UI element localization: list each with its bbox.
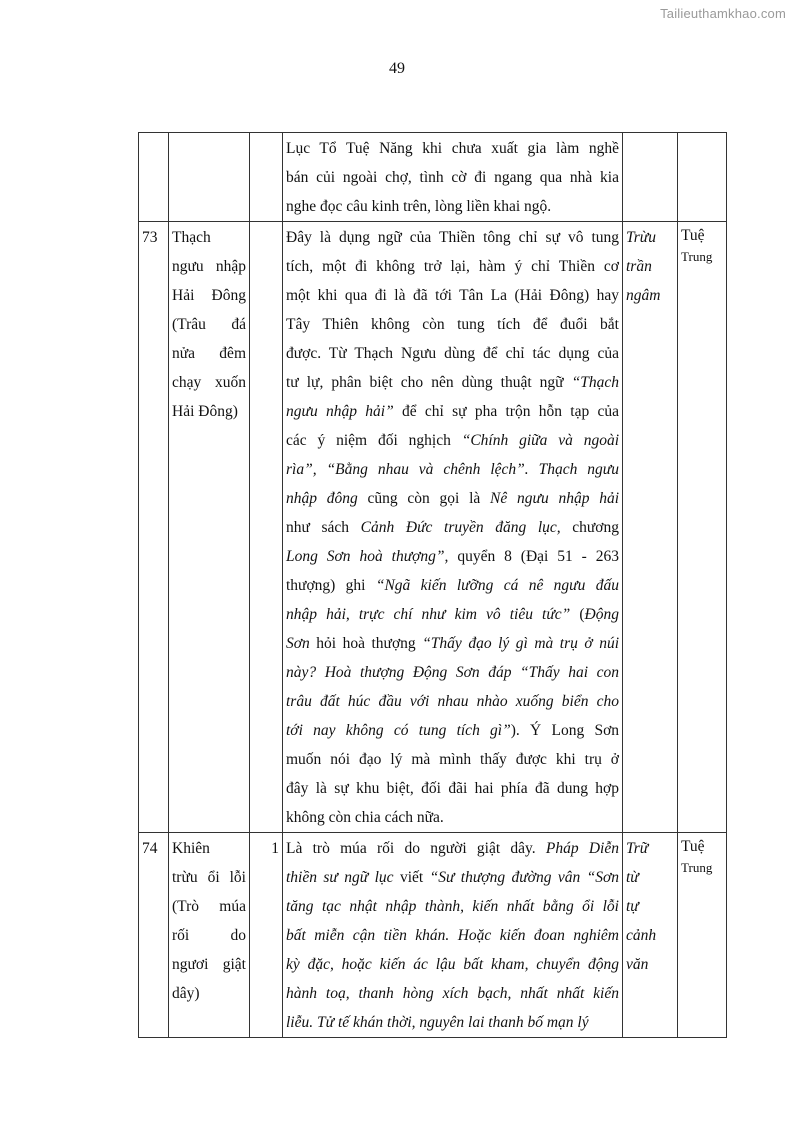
watermark: Tailieuthamkhao.com xyxy=(660,6,786,21)
italic-text: trâu đất húc đầu với nhau nhào xuống biển cho xyxy=(286,693,619,710)
plain-text: muốn nói đạo lý mà mình thấy được khi trụ ở xyxy=(286,751,619,768)
plain-text: được. Từ Thạch Ngưu dùng để chỉ tác dụng của xyxy=(286,345,619,362)
term-line: (Trò múa xyxy=(172,898,246,915)
source-line: tự xyxy=(626,898,639,915)
explanation-line xyxy=(286,774,619,803)
term-line: Hải Đông) xyxy=(172,403,238,420)
term-line: Hải Đông xyxy=(172,287,246,304)
entry-term xyxy=(169,133,250,222)
explanation-line xyxy=(286,600,619,629)
entry-source xyxy=(623,833,678,1038)
entry-number: 73 xyxy=(139,222,169,833)
explanation-line xyxy=(286,1008,619,1037)
plain-text: ). Ý Long Sơn xyxy=(510,722,620,739)
italic-text: Pháp Diễn xyxy=(545,840,619,857)
explanation-line xyxy=(286,863,619,892)
explanation-line xyxy=(286,716,619,745)
italic-text: thiền sư ngữ lục xyxy=(286,869,394,886)
explanation-line xyxy=(286,892,619,921)
entry-term xyxy=(169,833,250,1038)
explanation-line xyxy=(286,310,619,339)
plain-text: bán củi ngoài chợ, tình cờ đi ngang qua nhà kia xyxy=(286,169,619,186)
entry-explanation xyxy=(283,133,623,222)
plain-text: quyển 8 (Đại 51 - 263 xyxy=(448,548,619,565)
explanation-line xyxy=(286,455,619,484)
explanation-line xyxy=(286,950,619,979)
italic-text: rìa”, “Bằng nhau và chênh lệch”. Thạch ngưu xyxy=(286,461,619,478)
author-line: Tuệ xyxy=(681,838,705,855)
italic-text: liễu. Tử tế khán thời, nguyên lai thanh bố mạn lý xyxy=(286,1014,589,1031)
explanation-line xyxy=(286,426,619,455)
explanation-line xyxy=(286,134,619,163)
plain-text: viết xyxy=(393,869,430,886)
explanation-line xyxy=(286,629,619,658)
explanation-line xyxy=(286,163,619,192)
plain-text: để chỉ sự pha trộn hỗn tạp của xyxy=(393,403,619,420)
term-line: (Trâu đá xyxy=(172,316,246,333)
term-line: ngươi giật xyxy=(172,956,246,973)
explanation-line xyxy=(286,368,619,397)
plain-text: chương xyxy=(560,519,619,536)
plain-text: ( xyxy=(570,606,585,623)
glossary-table xyxy=(138,132,727,1038)
explanation-line xyxy=(286,192,619,221)
entry-author xyxy=(678,222,727,833)
plain-text: tư lự, phân biệt cho nên dùng thuật ngữ xyxy=(286,374,572,391)
italic-text: nhập đông xyxy=(286,490,358,507)
italic-text: ngưu nhập hải” xyxy=(286,403,394,420)
plain-text: Lục Tổ Tuệ Năng khi chưa xuất gia làm nghề xyxy=(286,140,619,157)
table-row xyxy=(139,133,727,222)
explanation-line xyxy=(286,921,619,950)
source-line: Trữ xyxy=(626,840,649,857)
entry-count xyxy=(250,133,283,222)
plain-text: không còn chia cách nữa. xyxy=(286,809,444,826)
source-line: Trừu xyxy=(626,229,657,246)
italic-text: “Ngã kiến lưỡng cá nê ngưu đấu xyxy=(375,577,619,594)
explanation-line xyxy=(286,979,619,1008)
explanation-line xyxy=(286,484,619,513)
entry-author xyxy=(678,833,727,1038)
plain-text: một khi qua đi là đã tới Tân La (Hải Đông) hay xyxy=(286,287,619,304)
page-number: 49 xyxy=(389,60,405,77)
source-line: từ xyxy=(626,869,639,886)
italic-text: “Sư thượng đường vân “Sơn xyxy=(429,869,619,886)
entry-source xyxy=(623,133,678,222)
table-body xyxy=(139,133,727,1038)
italic-text: Động xyxy=(584,606,619,623)
plain-text: hỏi hoà thượng xyxy=(309,635,423,652)
italic-text: Cảnh Đức truyền đăng lục, xyxy=(360,519,561,536)
entry-number xyxy=(139,133,169,222)
italic-text: Nê ngưu nhập hải xyxy=(490,490,619,507)
explanation-line xyxy=(286,542,619,571)
source-line: ngâm xyxy=(626,287,661,304)
term-line: Khiên xyxy=(172,840,210,857)
explanation-line xyxy=(286,745,619,774)
explanation-line xyxy=(286,339,619,368)
plain-text: cũng còn gọi là xyxy=(357,490,491,507)
explanation-line xyxy=(286,803,619,832)
term-line: trừu ổi lỗi xyxy=(172,869,246,886)
author-line: Trung xyxy=(681,860,713,875)
entry-author xyxy=(678,133,727,222)
author-line: Trung xyxy=(681,249,713,264)
term-line: ngưu nhập xyxy=(172,258,246,275)
italic-text: tới nay không có tung tích gì” xyxy=(286,722,511,739)
term-line: rối do xyxy=(172,927,246,944)
explanation-line xyxy=(286,223,619,252)
italic-text: nhập hải, trực chí như kim vô tiêu tức” xyxy=(286,606,571,623)
entry-count xyxy=(250,222,283,833)
explanation-line xyxy=(286,252,619,281)
plain-text: Đây là dụng ngữ của Thiền tông chỉ sự vô tung xyxy=(286,229,619,246)
explanation-line xyxy=(286,571,619,600)
entry-explanation xyxy=(283,222,623,833)
source-line: cảnh xyxy=(626,927,657,944)
italic-text: bất miễn cận tiền khán. Hoặc kiến đoan nghiêm xyxy=(286,927,619,944)
italic-text: “Chính giữa và ngoài xyxy=(461,432,620,449)
plain-text: đây là sự khu biệt, đối đãi hai phía đã dung hợp xyxy=(286,780,619,797)
italic-text: này? Hoà thượng Động Sơn đáp “Thấy hai con xyxy=(286,664,619,681)
italic-text: “Thạch xyxy=(571,374,619,391)
author-line: Tuệ xyxy=(681,227,705,244)
entry-term xyxy=(169,222,250,833)
entry-count: 1 xyxy=(250,833,283,1038)
term-line: Thạch xyxy=(172,229,211,246)
plain-text: Tây Thiên không còn tung tích để đuổi bắt xyxy=(286,316,619,333)
italic-text: Long Sơn hoà thượng”, xyxy=(286,548,449,565)
plain-text: như sách xyxy=(286,519,361,536)
source-line: trần xyxy=(626,258,652,275)
entry-number: 74 xyxy=(139,833,169,1038)
table-row xyxy=(139,833,727,1038)
table-row xyxy=(139,222,727,833)
explanation-line xyxy=(286,513,619,542)
italic-text: “Thấy đạo lý gì mà trụ ở núi xyxy=(422,635,620,652)
italic-text: hành toạ, thanh hòng xích bạch, nhất nhất kiến xyxy=(286,985,619,1002)
entry-explanation xyxy=(283,833,623,1038)
entry-source xyxy=(623,222,678,833)
plain-text: thượng) ghi xyxy=(286,577,376,594)
italic-text: kỳ đặc, hoặc kiến ác lậu bất kham, chuyển động xyxy=(286,956,619,973)
plain-text: nghe đọc câu kinh trên, lòng liền khai ngộ. xyxy=(286,198,552,215)
plain-text: Là trò múa rối do người giật dây. xyxy=(286,840,546,857)
explanation-line xyxy=(286,658,619,687)
term-line: dây) xyxy=(172,985,200,1002)
plain-text: các ý niệm đối nghịch xyxy=(286,432,462,449)
explanation-line xyxy=(286,281,619,310)
explanation-line xyxy=(286,834,619,863)
term-line: nửa đêm xyxy=(172,345,246,362)
explanation-line xyxy=(286,397,619,426)
italic-text: tăng tạc nhật nhập thành, kiến nhất bằng ổi lỗi xyxy=(286,898,619,915)
explanation-line xyxy=(286,687,619,716)
term-line: chạy xuốn xyxy=(172,374,246,391)
italic-text: Sơn xyxy=(286,635,310,652)
source-line: văn xyxy=(626,956,649,973)
plain-text: tích, một đi không trở lại, hàm ý chỉ Thiền cơ xyxy=(286,258,619,275)
